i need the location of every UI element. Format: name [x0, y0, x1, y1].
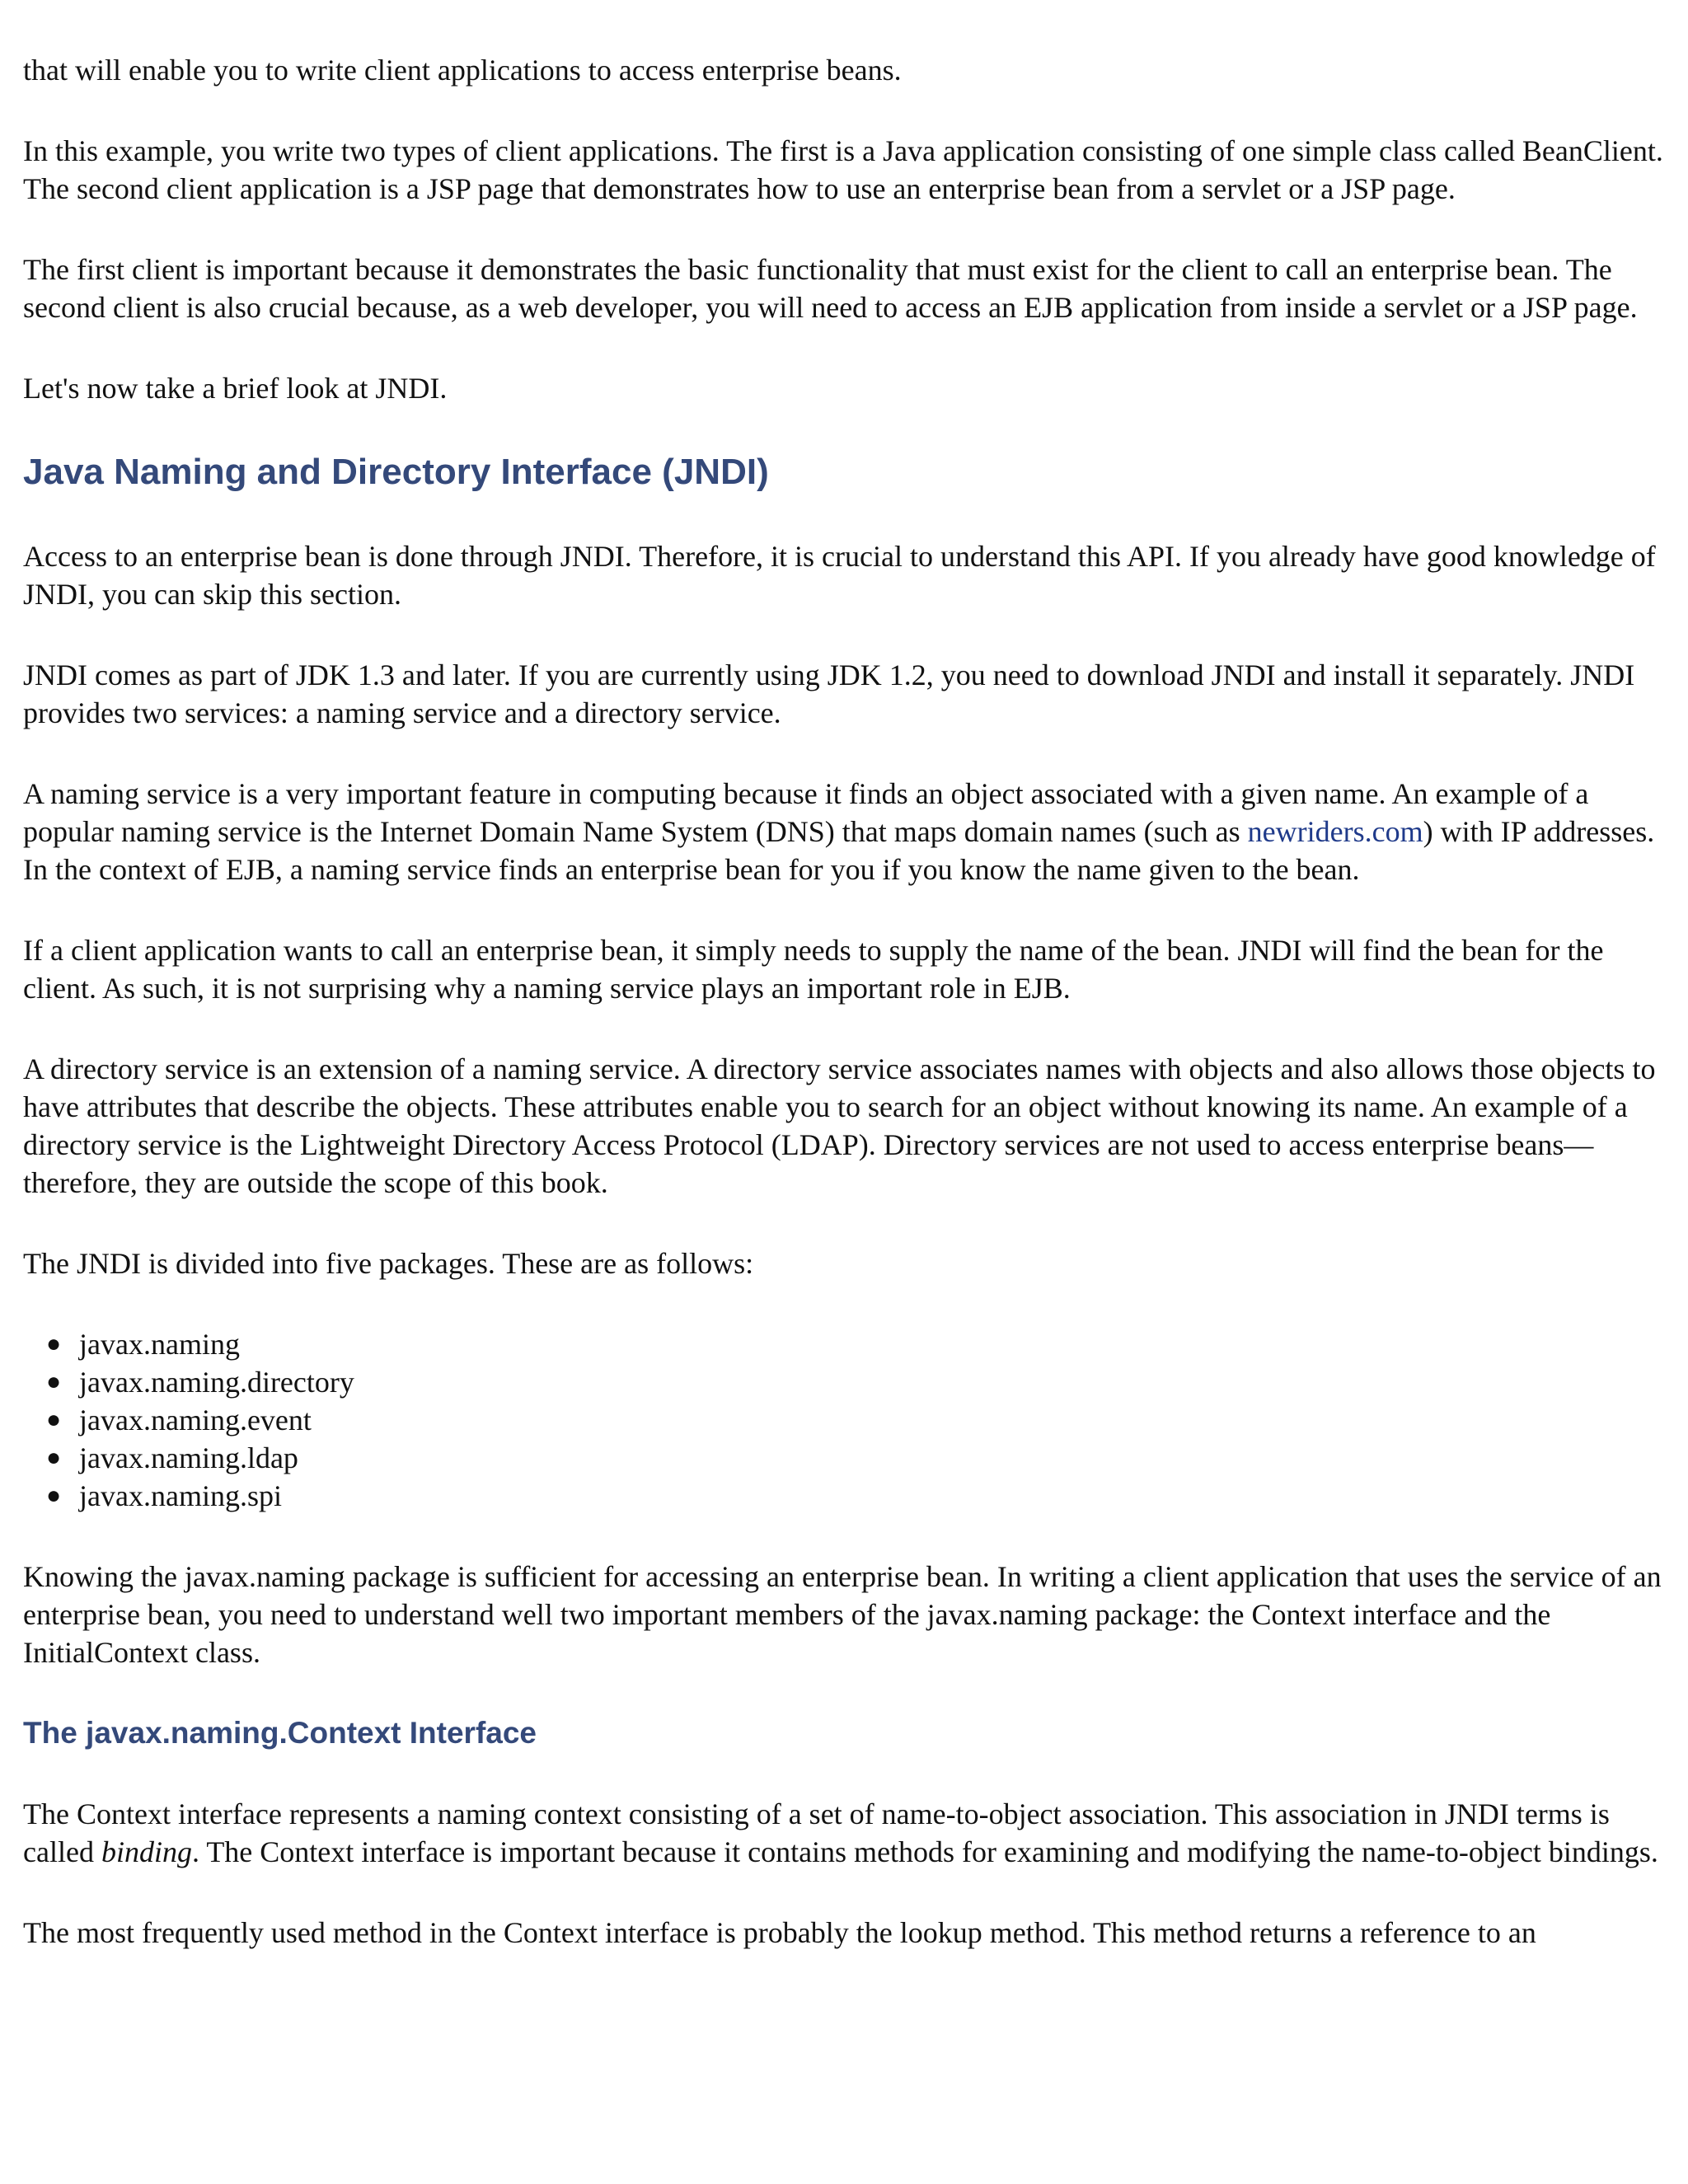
list-item [46, 1477, 1663, 1515]
list-item [46, 1401, 1663, 1439]
package-name: javax.naming [79, 1328, 240, 1361]
subsection-heading-context: The javax.naming.Context Interface [23, 1716, 537, 1750]
binding-term: binding [101, 1835, 192, 1868]
bullet-icon: ● [46, 1444, 62, 1471]
package-name: javax.naming.event [79, 1404, 312, 1436]
naming-service-text-before: A naming service is a very important feature in computing because it finds an object associated with a given name. An example of a popular naming service is the Internet Domain Name System (DNS) that maps domain names (such as [23, 777, 1589, 848]
section-heading-jndi: Java Naming and Directory Interface (JNDI) [23, 452, 769, 492]
list-item [46, 1439, 1663, 1477]
newriders-link[interactable]: newriders.com [1247, 815, 1423, 848]
paragraph-intro-continuation: that will enable you to write client applications to access enterprise beans. [23, 54, 902, 87]
list-item [46, 1325, 1663, 1363]
package-list [23, 1325, 1663, 1515]
context-text-after: . The Context interface is important because it contains methods for examining and modifying the name-to-object bindings. [191, 1835, 1658, 1868]
paragraph-client-types: In this example, you write two types of client applications. The first is a Java application consisting of one simple class called BeanClient. The second client application is a JSP page that demonstrates how to use an enterprise bean from a servlet or a JSP page. [23, 134, 1663, 205]
naming-service-text-after: ) with IP addresses. In the context of EJB, a naming service finds an enterprise bean for you if you know the name given to the bean. [23, 815, 1655, 886]
paragraph-packages-intro: The JNDI is divided into five packages. These are as follows: [23, 1247, 754, 1280]
context-text-before: The Context interface represents a naming context consisting of a set of name-to-object association. This association in JNDI terms is called [23, 1797, 1610, 1868]
package-name: javax.naming.directory [79, 1366, 354, 1399]
paragraph-directory-service: A directory service is an extension of a naming service. A directory service associates names with objects and also allows those objects to have attributes that describe the objects. These attributes enable you to search for an object without knowing its name. An example of a directory service is the Lightweight Directory Access Protocol (LDAP). Directory services are not used to access enterprise beans—therefore, they are outside the scope of this book. [23, 1052, 1656, 1199]
paragraph-client-lookup: If a client application wants to call an enterprise bean, it simply needs to supply the name of the bean. JNDI will find the bean for the client. As such, it is not surprising why a naming service plays an important role in EJB. [23, 934, 1604, 1005]
paragraph-jndi-jdk: JNDI comes as part of JDK 1.3 and later. If you are currently using JDK 1.2, you need to download JNDI and install it separately. JNDI provides two services: a naming service and a directory service. [23, 658, 1635, 729]
list-item [46, 1363, 1663, 1401]
bullet-icon: ● [46, 1368, 62, 1395]
package-name: javax.naming.spi [79, 1479, 282, 1512]
paragraph-jndi-access: Access to an enterprise bean is done through JNDI. Therefore, it is crucial to understand this API. If you already have good knowledge of JNDI, you can skip this section. [23, 540, 1656, 611]
bullet-icon: ● [46, 1330, 62, 1357]
paragraph-lookup-method: The most frequently used method in the Context interface is probably the lookup method. This method returns a reference to an [23, 1916, 1536, 1949]
paragraph-context-interface [23, 1795, 1663, 1871]
document-page [23, 51, 1663, 1994]
paragraph-naming-service [23, 775, 1663, 888]
paragraph-javax-naming: Knowing the javax.naming package is sufficient for accessing an enterprise bean. In writing a client application that uses the service of an enterprise bean, you need to understand well two important members of the javax.naming package: the Context interface and the InitialContext class. [23, 1560, 1662, 1669]
package-name: javax.naming.ldap [79, 1441, 298, 1474]
paragraph-client-importance: The first client is important because it demonstrates the basic functionality that must exist for the client to call an enterprise bean. The second client is also crucial because, as a web developer, you will need to access an EJB application from inside a servlet or a JSP page. [23, 253, 1638, 324]
bullet-icon: ● [46, 1406, 62, 1433]
bullet-icon: ● [46, 1482, 62, 1509]
paragraph-jndi-lead-in: Let's now take a brief look at JNDI. [23, 372, 448, 405]
